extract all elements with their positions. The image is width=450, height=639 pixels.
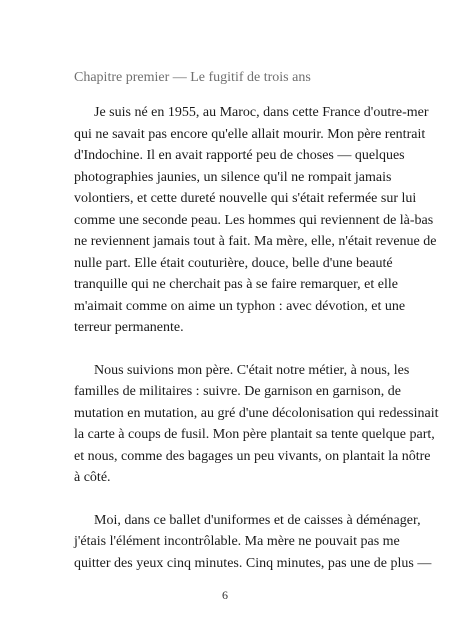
- paragraph-1: [74, 102, 437, 339]
- text-line: photographies jaunies, un silence qu'il ne rompait jamais: [74, 169, 392, 185]
- text-line: volontiers, et cette dureté nouvelle qui s'était refermée sur lui: [74, 191, 417, 206]
- text-line: Moi, dans ce ballet d'uniformes et de caisses à déménager,: [94, 512, 421, 528]
- text-line: quitter des yeux cinq minutes. Cinq minutes, pas une de plus —: [74, 555, 432, 571]
- paragraph-3: [74, 510, 432, 575]
- text-line: et nous, comme des bagages un peu vivants, on plantait la nôtre: [74, 448, 431, 464]
- text-line: tranquille qui ne cherchait pas à se faire remarquer, et elle: [74, 277, 398, 292]
- text-line: mutation en mutation, au gré d'une décolonisation qui redessinait: [74, 405, 439, 421]
- paragraph-2: [74, 360, 439, 489]
- text-line: Je suis né en 1955, au Maroc, dans cette France d'outre-mer: [94, 105, 429, 120]
- body-text: [74, 102, 439, 595]
- text-line: Nous suivions mon père. C'était notre métier, à nous, les: [94, 362, 410, 378]
- text-line: nulle part. Elle était couturière, douce, belle d'une beauté: [74, 255, 393, 271]
- text-line: m'aimait comme on aime un typhon : avec dévotion, et une: [74, 298, 406, 314]
- page-number: 6: [222, 588, 228, 602]
- text-line: comme une seconde peau. Les hommes qui reviennent de là-bas: [74, 212, 434, 228]
- text-line: qui ne savait pas encore qu'elle allait mourir. Mon père rentrait: [74, 126, 426, 142]
- text-line: familles de militaires : suivre. De garnison en garnison, de: [74, 384, 401, 399]
- text-line: à côté.: [74, 470, 111, 485]
- chapter-heading: Chapitre premier — Le fugitif de trois ans: [74, 70, 311, 85]
- text-line: terreur permanente.: [74, 320, 184, 335]
- text-line: ne reviennent jamais tout à fait. Ma mère, elle, n'était revenue de: [74, 234, 437, 249]
- text-line: d'Indochine. Il en avait rapporté peu de choses — quelques: [74, 148, 405, 163]
- text-line: la carte à coups de fusil. Mon père plantait sa tente quelque part,: [74, 427, 435, 442]
- text-line: j'étais l'élément incontrôlable. Ma mère ne pouvait pas me: [74, 534, 400, 549]
